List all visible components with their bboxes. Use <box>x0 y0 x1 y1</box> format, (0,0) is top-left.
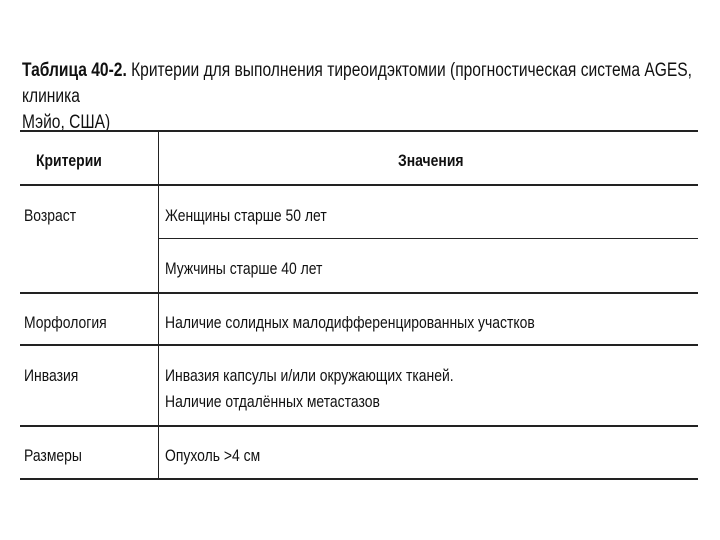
row-divider-1 <box>20 292 698 294</box>
table-top-rule <box>20 130 698 132</box>
value-invasion-metastases: Наличие отдалённых метастазов <box>165 392 380 411</box>
value-morphology: Наличие солидных малодифференцированных участков <box>165 313 535 332</box>
caption-label: Таблица 40-2. <box>22 60 127 81</box>
header-values: Значения <box>398 151 464 170</box>
value-age-women: Женщины старше 50 лет <box>165 206 327 225</box>
row-divider-3 <box>20 425 698 427</box>
header-bottom-rule <box>20 184 698 186</box>
table-bottom-rule <box>20 478 698 480</box>
caption-line-2: Мэйо, США) <box>22 112 111 133</box>
criterion-morphology: Морфология <box>24 313 107 332</box>
column-divider <box>158 131 159 479</box>
caption-text-1: Критерии для выполнения тиреоидэктомии (прогностическая система AGES, клиника <box>22 60 692 107</box>
row-divider-2 <box>20 344 698 346</box>
value-invasion-capsule: Инвазия капсулы и/или окружающих тканей. <box>165 366 454 385</box>
caption-line-1 <box>22 58 703 110</box>
header-criteria: Критерии <box>36 151 102 170</box>
criterion-size: Размеры <box>24 446 82 465</box>
value-size: Опухоль >4 см <box>165 446 261 465</box>
value-age-men: Мужчины старше 40 лет <box>165 259 323 278</box>
criterion-age: Возраст <box>24 206 77 225</box>
row-divider-age <box>158 238 698 239</box>
criterion-invasion: Инвазия <box>24 366 79 385</box>
table-caption <box>22 58 703 136</box>
